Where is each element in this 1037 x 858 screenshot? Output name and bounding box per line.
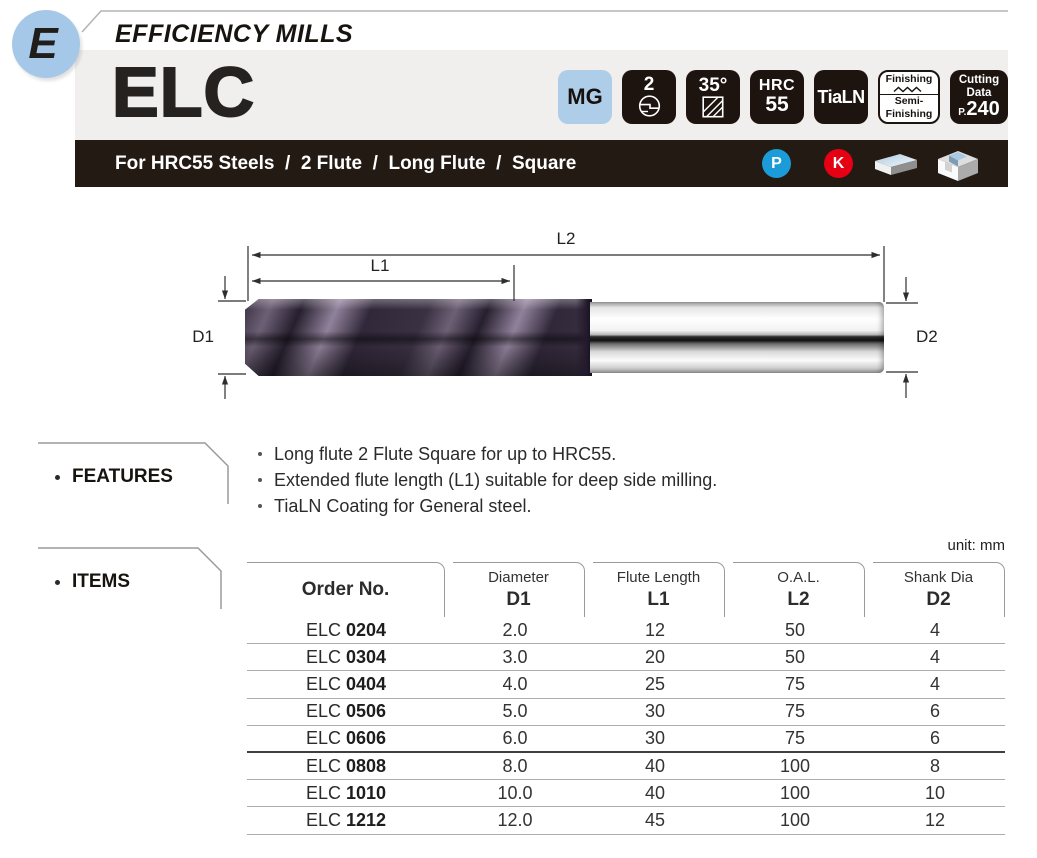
hardness-badge [750,70,804,124]
order-no-cell: ELC 0404 [305,673,387,694]
subtitle-text: For HRC55 Steels / 2 Flute / Long Flute / Square [115,152,577,174]
flute-count-label: 2 [643,73,655,95]
d2-cell: 10 [924,782,946,803]
d2-cell: 4 [929,646,940,667]
l2-cell: 50 [784,646,806,667]
d1-cell: 10.0 [497,782,533,803]
cutting-data-badge [950,70,1008,124]
items-heading [55,571,130,593]
order-no-cell: ELC 0606 [305,727,387,748]
d1-cell: 5.0 [502,701,528,722]
d2-cell: 4 [929,673,940,694]
l1-cell: 30 [644,701,666,722]
table-row [247,807,1005,834]
coating-badge [814,70,868,124]
order-no-cell: ELC 1010 [305,782,387,803]
l1-header-code: L1 [647,588,670,610]
d1-header-code: D1 [506,588,531,610]
d1-cell: 2.0 [502,619,528,640]
feature-text: Extended flute length (L1) suitable for deep side milling. [274,470,718,490]
rough-surface-icon [893,86,925,93]
items-heading-label: ITEMS [72,571,131,592]
l2-cell: 75 [784,727,806,748]
finish-line1: Finishing [885,73,933,86]
d1-cell: 6.0 [502,727,528,748]
cutting-data-page-number: 240 [966,97,1000,120]
column-header-l1 [593,562,725,617]
column-header-l2 [733,562,865,617]
d1-cell: 4.0 [502,673,528,694]
l1-cell: 40 [644,755,666,776]
items-table-body [247,617,1005,835]
order-no-cell: ELC 0304 [305,646,387,667]
finish-type-badge [878,70,940,124]
section-letter: E [28,19,58,68]
table-row [247,753,1005,780]
dimension-label-d1: D1 [192,327,214,346]
table-row [247,617,1005,644]
order-no-cell: ELC 0204 [305,619,387,640]
l1-header-title: Flute Length [616,568,701,586]
order-no-cell: ELC 0506 [305,701,387,722]
l1-cell: 30 [644,727,666,748]
end-mill-flute-section [245,299,590,376]
items-table [247,562,1005,835]
hardness-line2: 55 [765,93,789,117]
section-letter-badge [12,10,80,78]
table-row [247,699,1005,726]
table-row [247,726,1005,753]
l2-header-title: O.A.L. [777,568,820,586]
coating-label: TiaLN [817,86,865,107]
d2-header-title: Shank Dia [903,568,974,586]
material-grade-label: MG [567,84,603,110]
l2-cell: 75 [784,673,806,694]
l1-cell: 40 [644,782,666,803]
column-header-order-no [247,562,445,617]
dimension-label-l1: L1 [370,256,390,275]
l2-cell: 100 [779,809,811,830]
helix-angle-badge [686,70,740,124]
helix-angle-icon [702,95,724,118]
section-title: EFFICIENCY MILLS [115,20,354,48]
d2-cell: 6 [929,701,940,722]
end-mill-shank [590,302,884,373]
d2-cell: 12 [924,809,946,830]
side-milling-icon [872,151,920,177]
l1-cell: 20 [644,646,666,667]
order-no-header-label: Order No. [301,579,390,600]
cutting-data-page [958,99,1000,120]
d2-cell: 4 [929,619,940,640]
dimension-label-l2: L2 [556,229,576,248]
helix-angle-label: 35° [698,74,728,96]
product-code-title: ELC [112,53,255,131]
table-row [247,644,1005,671]
hardness-line1: HRC [758,76,796,94]
subtitle-bar [75,140,1008,187]
dimension-label-d2: D2 [916,327,938,346]
cutting-data-page-prefix: P. [958,106,967,118]
l2-header-code: L2 [787,588,810,610]
d2-header-code: D2 [926,588,951,610]
l1-cell: 12 [644,619,666,640]
feature-item [258,467,717,493]
items-table-header [247,562,1005,617]
table-row [247,780,1005,807]
d2-cell: 8 [929,755,940,776]
d1-cell: 8.0 [502,755,528,776]
material-grade-badge [558,70,612,124]
iso-k-label: K [832,154,845,172]
feature-item [258,493,717,519]
feature-item [258,441,717,467]
features-heading [55,466,173,488]
unit-note: unit: mm [947,537,1005,554]
finish-line2: Semi- [894,95,924,108]
cutting-data-line2: Data [966,86,992,99]
flute-count-badge [622,70,676,124]
features-list [258,441,717,519]
feature-text: TiaLN Coating for General steel. [274,496,532,516]
column-header-d2 [873,562,1005,617]
iso-p-label: P [771,154,782,172]
l1-cell: 45 [644,809,666,830]
column-header-d1 [453,562,585,617]
d1-cell: 3.0 [502,646,528,667]
feature-text: Long flute 2 Flute Square for up to HRC55. [274,444,617,464]
table-row [247,671,1005,698]
slot-milling-icon [934,146,982,182]
iso-p-badge [762,149,791,178]
features-heading-label: FEATURES [72,466,173,487]
iso-k-badge [824,149,853,178]
d2-cell: 6 [929,727,940,748]
l2-cell: 100 [779,755,811,776]
flute-cross-section-icon [636,94,663,119]
l2-cell: 75 [784,701,806,722]
spec-badge-row [558,70,1008,124]
finish-line3: Finishing [885,107,933,120]
d1-header-title: Diameter [488,568,549,586]
l2-cell: 50 [784,619,806,640]
d1-cell: 12.0 [497,809,533,830]
l1-cell: 25 [644,673,666,694]
l2-cell: 100 [779,782,811,803]
order-no-cell: ELC 0808 [305,755,387,776]
order-no-cell: ELC 1212 [305,809,387,830]
cutting-data-line1: Cutting [958,74,1000,87]
